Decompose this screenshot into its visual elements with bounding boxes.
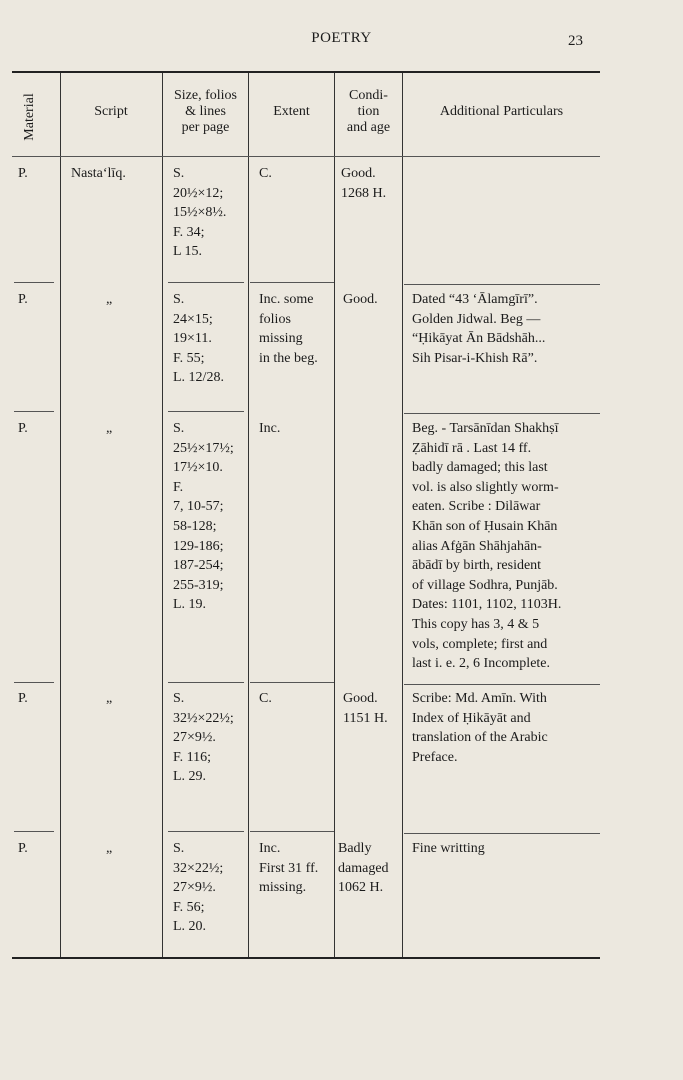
row-separator xyxy=(404,413,600,414)
cell-material: P. xyxy=(18,292,28,307)
cell-material: P. xyxy=(18,421,28,436)
row-separator xyxy=(14,411,54,412)
cell-size: S. 20½×12; 15½×8½. F. 34; L 15. xyxy=(173,166,227,260)
cell-extent: Inc. xyxy=(259,421,281,436)
header-extent: Extent xyxy=(273,104,310,119)
cell-script: „ xyxy=(106,292,113,307)
row-separator xyxy=(14,831,54,832)
cell-condition: Good. 1268 H. xyxy=(341,166,387,201)
cell-extent: Inc. some folios missing in the beg. xyxy=(259,292,318,366)
row-separator xyxy=(168,411,244,412)
cell-extent: C. xyxy=(259,691,272,706)
row-separator xyxy=(168,682,244,683)
cell-extent: C. xyxy=(259,166,272,181)
cell-condition: Good. 1151 H. xyxy=(343,691,388,726)
header-script: Script xyxy=(94,104,128,119)
row-separator xyxy=(168,831,244,832)
column-divider xyxy=(162,73,163,957)
column-divider xyxy=(248,73,249,957)
cell-material: P. xyxy=(18,691,28,706)
header-condition: Condi- tion and age xyxy=(346,88,391,135)
cell-script: Nasta‘līq. xyxy=(71,166,126,181)
cell-size: S. 24×15; 19×11. F. 55; L. 12/28. xyxy=(173,292,224,386)
cell-particulars: Fine writting xyxy=(412,841,485,856)
row-separator xyxy=(250,682,334,683)
row-separator xyxy=(14,282,54,283)
table-bottom-rule xyxy=(12,957,600,959)
cell-condition: Good. xyxy=(343,292,378,307)
header-size: Size, folios & lines per page xyxy=(174,88,237,135)
row-separator xyxy=(250,282,334,283)
running-head: POETRY xyxy=(311,30,372,46)
table-top-rule xyxy=(12,71,600,73)
cell-script: „ xyxy=(106,421,113,436)
header-particulars: Additional Particulars xyxy=(439,104,564,119)
row-separator xyxy=(404,684,600,685)
row-separator xyxy=(404,833,600,834)
cell-particulars: Beg. - Tarsānīdan Shakhṣī Ẓāhidī rā . Last 14 ff. badly damaged; this last vol. is also slightly worm- eaten. Scribe : Dilāwar Khān son of Ḥusain Khān alias Afġān Shāhjahān- ābādī by birth, resident of village Sodhra, Punjāb. Dates: 1101, 1102, 1103H. This copy has 3, 4 & 5 vols, complete; first and last i. e. 2, 6 Incomplete. xyxy=(412,421,562,672)
cell-size: S. 25½×17½; 17½×10. F. 7, 10-57; 58-128; 129-186; 187-254; 255-319; L. 19. xyxy=(173,421,234,613)
row-separator xyxy=(168,282,244,283)
cell-particulars: Scribe: Md. Amīn. With Index of Ḥikāyāt and translation of the Arabic Preface. xyxy=(412,691,548,765)
cell-script: „ xyxy=(106,841,113,856)
cell-condition: Badly damaged 1062 H. xyxy=(338,841,389,896)
row-separator xyxy=(14,682,54,683)
cell-material: P. xyxy=(18,841,28,856)
header-separator xyxy=(12,156,600,157)
page-number: 23 xyxy=(568,33,583,49)
header-material: Material xyxy=(22,93,37,141)
column-divider xyxy=(60,73,61,957)
column-divider xyxy=(402,73,403,957)
cell-size: S. 32½×22½; 27×9½. F. 116; L. 29. xyxy=(173,691,234,785)
cell-material: P. xyxy=(18,166,28,181)
cell-extent: Inc. First 31 ff. missing. xyxy=(259,841,319,896)
row-separator xyxy=(404,284,600,285)
row-separator xyxy=(250,831,334,832)
cell-size: S. 32×22½; 27×9½. F. 56; L. 20. xyxy=(173,841,224,935)
column-divider xyxy=(334,73,335,957)
cell-particulars: Dated “43 ‘Ālamgīrī”. Golden Jidwal. Beg — “Ḥikāyat Ān Bādshāh... Sih Pisar-i-Khish Rā”. xyxy=(412,292,546,366)
cell-script: „ xyxy=(106,691,113,706)
